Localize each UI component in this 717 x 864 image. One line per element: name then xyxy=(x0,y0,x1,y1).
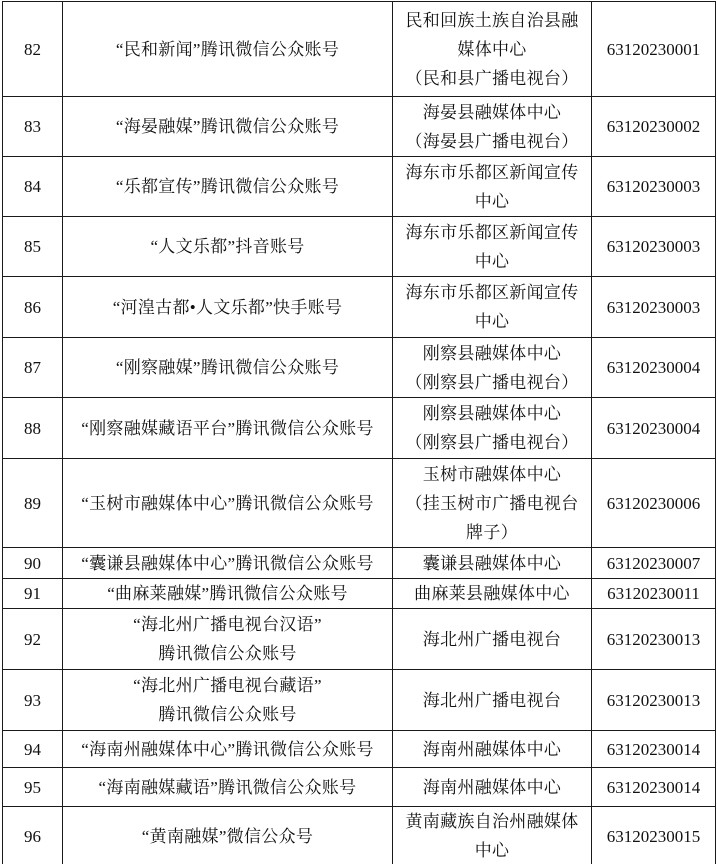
code-cell xyxy=(592,157,716,217)
organization-cell xyxy=(393,2,592,97)
account-name-cell xyxy=(63,459,393,548)
organization-line: 海北州广播电视台 xyxy=(422,690,562,710)
organization-line: 海东市乐都区新闻宣传 xyxy=(405,162,579,182)
account-name: “乐都宣传”腾讯微信公众账号 xyxy=(115,177,340,196)
registration-code: 63120230003 xyxy=(606,237,701,256)
code-cell xyxy=(592,670,716,731)
registration-code: 63120230004 xyxy=(606,358,701,377)
organization-line: 玉树市融媒体中心 xyxy=(422,464,562,484)
row-number: 92 xyxy=(24,629,41,649)
row-number: 90 xyxy=(24,553,41,573)
code-cell xyxy=(592,2,716,97)
registration-code: 63120230015 xyxy=(606,826,701,846)
organization-line: 刚察县融媒体中心 xyxy=(422,343,562,363)
table-row xyxy=(3,157,716,217)
organization-line: （刚察县广播电视台） xyxy=(405,433,579,452)
account-name: “刚察融媒”腾讯微信公众账号 xyxy=(115,358,340,377)
organization-cell xyxy=(393,398,592,459)
organization-line: （民和县广播电视台） xyxy=(405,68,579,88)
organization-cell xyxy=(393,670,592,731)
organization-cell xyxy=(393,548,592,579)
organization-line: 黄南藏族自治州融媒体 xyxy=(405,812,579,831)
organization-line: 海南州融媒体中心 xyxy=(422,739,562,759)
organization-cell xyxy=(393,459,592,548)
registration-code: 63120230003 xyxy=(606,297,701,317)
organization-cell xyxy=(393,579,592,609)
code-cell xyxy=(592,731,716,768)
account-name-cell xyxy=(63,2,393,97)
account-name-cell xyxy=(63,157,393,217)
row-number-cell xyxy=(3,548,63,579)
row-number-cell xyxy=(3,459,63,548)
row-number-cell xyxy=(3,2,63,97)
registration-code: 63120230014 xyxy=(606,777,701,797)
account-name-cell xyxy=(63,548,393,579)
code-cell xyxy=(592,217,716,277)
account-name-cell xyxy=(63,731,393,768)
row-number-cell xyxy=(3,398,63,459)
organization-line: 海南州融媒体中心 xyxy=(422,777,562,797)
registration-code: 63120230007 xyxy=(606,553,701,573)
row-number-cell xyxy=(3,217,63,277)
code-cell xyxy=(592,768,716,807)
row-number: 84 xyxy=(24,177,41,196)
row-number-cell xyxy=(3,670,63,731)
row-number: 93 xyxy=(24,690,41,710)
registration-code: 63120230003 xyxy=(606,177,701,196)
row-number-cell xyxy=(3,338,63,398)
organization-line: 海北州广播电视台 xyxy=(422,629,562,649)
table-row xyxy=(3,459,716,548)
organization-line: 囊谦县融媒体中心 xyxy=(422,553,562,573)
code-cell xyxy=(592,579,716,609)
row-number: 91 xyxy=(24,584,41,603)
media-account-table xyxy=(2,1,716,864)
code-cell xyxy=(592,398,716,459)
account-name-cell xyxy=(63,97,393,157)
organization-cell xyxy=(393,807,592,864)
code-cell xyxy=(592,807,716,864)
organization-line: （刚察县广播电视台） xyxy=(405,372,579,392)
organization-line: 曲麻莱县融媒体中心 xyxy=(414,584,570,603)
organization-line: （挂玉树市广播电视台 xyxy=(405,493,579,513)
organization-cell xyxy=(393,157,592,217)
registration-code: 63120230001 xyxy=(606,39,701,59)
organization-line: 媒体中心 xyxy=(457,39,527,59)
account-name: “曲麻莱融媒”腾讯微信公众账号 xyxy=(107,584,348,603)
row-number-cell xyxy=(3,157,63,217)
registration-code: 63120230011 xyxy=(607,584,700,603)
table-row xyxy=(3,338,716,398)
row-number: 82 xyxy=(24,39,41,59)
organization-cell xyxy=(393,338,592,398)
row-number-cell xyxy=(3,731,63,768)
organization-cell xyxy=(393,768,592,807)
organization-line: （海晏县广播电视台） xyxy=(405,131,579,151)
row-number: 94 xyxy=(24,739,41,759)
account-name: 腾讯微信公众账号 xyxy=(158,644,297,663)
code-cell xyxy=(592,338,716,398)
organization-line: 中心 xyxy=(474,841,510,860)
table-row xyxy=(3,97,716,157)
row-number: 87 xyxy=(24,358,41,377)
code-cell xyxy=(592,97,716,157)
table-row xyxy=(3,731,716,768)
organization-line: 海东市乐都区新闻宣传 xyxy=(405,222,579,242)
account-name-cell xyxy=(63,807,393,864)
organization-line: 海晏县融媒体中心 xyxy=(422,102,562,122)
row-number-cell xyxy=(3,807,63,864)
code-cell xyxy=(592,548,716,579)
organization-line: 海东市乐都区新闻宣传 xyxy=(405,283,579,302)
table-row xyxy=(3,609,716,670)
row-number: 89 xyxy=(24,493,41,513)
table-row xyxy=(3,217,716,277)
account-name-cell xyxy=(63,398,393,459)
account-name: “玉树市融媒体中心”腾讯微信公众账号 xyxy=(81,493,374,513)
registration-code: 63120230014 xyxy=(606,739,701,759)
account-name: “海北州广播电视台汉语” xyxy=(133,615,322,634)
row-number-cell xyxy=(3,768,63,807)
account-name: “民和新闻”腾讯微信公众账号 xyxy=(115,39,340,59)
organization-line: 中心 xyxy=(474,191,510,211)
row-number-cell xyxy=(3,579,63,609)
registration-code: 63120230004 xyxy=(606,418,701,438)
table-row xyxy=(3,670,716,731)
row-number-cell xyxy=(3,97,63,157)
row-number-cell xyxy=(3,277,63,338)
table-row xyxy=(3,548,716,579)
row-number: 83 xyxy=(24,117,41,136)
account-name: “囊谦县融媒体中心”腾讯微信公众账号 xyxy=(81,553,374,573)
organization-line: 民和回族土族自治县融 xyxy=(405,10,579,30)
account-name-cell xyxy=(63,277,393,338)
table-row xyxy=(3,398,716,459)
account-name: 腾讯微信公众账号 xyxy=(158,705,297,724)
account-name-cell xyxy=(63,670,393,731)
organization-line: 中心 xyxy=(474,312,510,331)
account-name-cell xyxy=(63,338,393,398)
code-cell xyxy=(592,277,716,338)
table-row xyxy=(3,2,716,97)
organization-cell xyxy=(393,609,592,670)
account-name: “海南州融媒体中心”腾讯微信公众账号 xyxy=(81,739,374,759)
row-number: 86 xyxy=(24,297,41,317)
row-number: 88 xyxy=(24,418,41,438)
table-row xyxy=(3,768,716,807)
organization-line: 牌子） xyxy=(466,522,518,542)
account-name: “海晏融媒”腾讯微信公众账号 xyxy=(115,117,340,136)
registration-code: 63120230002 xyxy=(606,117,701,136)
registration-code: 63120230013 xyxy=(606,690,701,710)
account-name: “黄南融媒”微信公众号 xyxy=(141,826,314,846)
code-cell xyxy=(592,459,716,548)
registration-code: 63120230013 xyxy=(606,629,701,649)
account-name-cell xyxy=(63,217,393,277)
organization-line: 刚察县融媒体中心 xyxy=(422,404,562,423)
code-cell xyxy=(592,609,716,670)
organization-cell xyxy=(393,217,592,277)
row-number: 95 xyxy=(24,777,41,797)
account-name-cell xyxy=(63,768,393,807)
organization-cell xyxy=(393,277,592,338)
table-row xyxy=(3,579,716,609)
organization-line: 中心 xyxy=(474,251,510,271)
account-name-cell xyxy=(63,609,393,670)
organization-cell xyxy=(393,731,592,768)
organization-cell xyxy=(393,97,592,157)
row-number: 96 xyxy=(24,826,41,846)
account-name: “河湟古都•人文乐都”快手账号 xyxy=(112,297,343,317)
row-number-cell xyxy=(3,609,63,670)
table-row xyxy=(3,807,716,864)
registration-code: 63120230006 xyxy=(606,493,701,513)
account-name: “刚察融媒藏语平台”腾讯微信公众账号 xyxy=(81,418,374,438)
account-name: “海北州广播电视台藏语” xyxy=(133,676,322,695)
row-number: 85 xyxy=(24,237,41,256)
account-name-cell xyxy=(63,579,393,609)
table-row xyxy=(3,277,716,338)
account-name: “人文乐都”抖音账号 xyxy=(150,237,305,256)
account-name: “海南融媒藏语”腾讯微信公众账号 xyxy=(98,777,357,797)
